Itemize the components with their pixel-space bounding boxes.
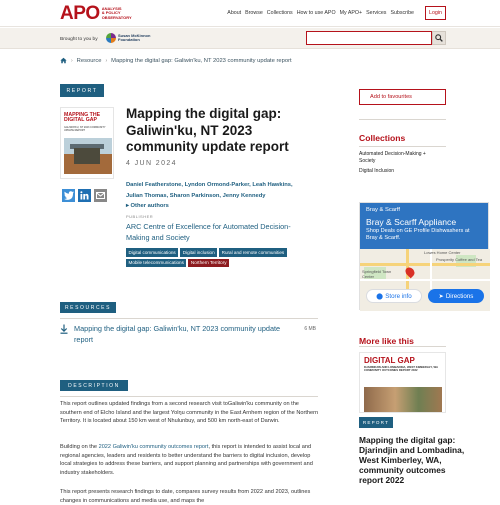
resources-heading: RESOURCES: [60, 302, 116, 313]
resource-file-link[interactable]: Mapping the digital gap: Galiwin'ku, NT 2023 community update report: [74, 324, 281, 344]
nav-how-to-use[interactable]: How to use APO: [296, 10, 336, 16]
nav-subscribe[interactable]: Subscribe: [390, 10, 414, 16]
collection-link[interactable]: Automated Decision-Making + Society: [359, 151, 426, 164]
nav-my-apo[interactable]: My APO+: [339, 10, 363, 16]
tag-list: [126, 248, 306, 267]
tag[interactable]: Mobile telecommunications: [126, 259, 186, 268]
other-authors-toggle[interactable]: [126, 203, 169, 209]
map-label: Springfield Town Center: [362, 269, 392, 279]
description-text: Building on the: [60, 444, 99, 450]
logo-tagline-line: ANALYSIS: [101, 5, 122, 11]
divider: [60, 318, 318, 319]
divider: [359, 119, 446, 120]
divider: [60, 396, 318, 397]
breadcrumb-resource[interactable]: Resource: [76, 57, 102, 64]
collection-link[interactable]: Digital Inclusion: [359, 168, 395, 174]
logo-tagline: [102, 7, 138, 21]
directions-icon: ➤: [438, 292, 444, 300]
page-title: Mapping the digital gap: Galiwin'ku, NT 2023 community update report: [126, 106, 289, 154]
ad-body: Shop Deals on GE Profile Dishwashers at Bray & Scarff.: [366, 228, 470, 241]
ad-brand: Bray & Scarff: [366, 207, 401, 213]
file-size: 6 MB: [304, 326, 316, 332]
caret-right-icon: ▸: [126, 203, 129, 209]
nav-services[interactable]: Services: [366, 10, 387, 16]
collections-heading: Collections: [359, 133, 406, 143]
related-report-cover[interactable]: [359, 352, 446, 413]
search-input[interactable]: [306, 31, 432, 45]
nav-browse[interactable]: Browse: [245, 10, 263, 16]
chevron-right-icon: ›: [105, 57, 108, 64]
tag[interactable]: Rural and remote communities: [219, 248, 287, 257]
ad-headline: Bray & Scarff Appliance: [366, 217, 457, 227]
sponsor-name-line: Foundation: [118, 37, 140, 42]
tag[interactable]: Digital communications: [126, 248, 178, 257]
description-paragraph: This report outlines updated findings from a second research visit toGaliwin'ku community on the southern end of Elcho Island and the largest Yolŋu community in the East Arnhem region of the Northern Territory. It is located about 150 km west of Nhulunbuy, and 500 km north-east of Darwin.: [60, 401, 319, 425]
tag-jurisdiction[interactable]: Northern Territory: [188, 259, 229, 268]
location-pin-icon: ⬤: [376, 292, 384, 300]
brought-to-you-label: Brought to you by: [60, 37, 98, 42]
resource-type-badge: REPORT: [60, 84, 104, 97]
other-authors-label: Other authors: [130, 203, 169, 209]
author-list[interactable]: Daniel Featherstone, Lyndon Ormond-Parker, Leah Hawkins, Julian Thomas, Sharon Parkinson, Jenny Kennedy: [126, 182, 293, 199]
report-cover-thumbnail[interactable]: [60, 107, 114, 179]
cover-photo: [64, 138, 112, 174]
description-paragraph: This report presents research findings to date, compares survey results from 2022 and 2023, outlines changes in communications and media use, and maps the: [60, 489, 311, 504]
sponsor-logo[interactable]: [106, 33, 150, 43]
related-report-link[interactable]: 2022 Galiwin'ku community outcomes report: [98, 444, 209, 450]
directions-label: Directions: [445, 292, 474, 300]
store-info-button[interactable]: [366, 289, 422, 303]
sponsor-logo-icon: [106, 33, 116, 43]
home-icon[interactable]: [60, 57, 67, 64]
breadcrumb: [60, 57, 292, 64]
description-text: , this report is intended to assist local and regional agencies, leaders and residents to better understand the barriers to digital inclusion, develop local strategies to address these barriers, and support planning and partnerships with government and industry stakeholders.: [60, 444, 313, 476]
search-icon: [435, 34, 443, 42]
download-icon[interactable]: [60, 324, 68, 334]
chevron-right-icon: ›: [71, 57, 73, 64]
related-cover-subtitle: DJARINDJIN AND LOMBADINA, WEST KIMBERLEY, WA COMMUNITY OUTCOMES REPORT 2022: [364, 365, 438, 373]
related-report-title[interactable]: Mapping the digital gap: Djarindjin and Lombadina, West Kimberley, WA, community outcomes report 2022: [359, 435, 465, 485]
more-like-this-heading: More like this: [359, 336, 414, 346]
divider: [359, 146, 446, 147]
nav-about[interactable]: About: [227, 10, 242, 16]
sponsor-search-bar: [0, 28, 500, 49]
map-road: [360, 279, 490, 281]
add-to-favourites-button[interactable]: Add to favourites: [359, 89, 446, 105]
advertisement[interactable]: [359, 202, 489, 310]
map-road: [430, 249, 432, 289]
email-icon[interactable]: [94, 189, 107, 202]
site-header: [0, 0, 500, 27]
linkedin-icon[interactable]: [78, 189, 91, 202]
map-label: Lowes Home Center: [424, 250, 461, 255]
logo-tagline-line: OBSERVATORY: [101, 14, 132, 20]
sponsor-name: [118, 34, 150, 43]
cover-photo-building: [74, 148, 100, 164]
main-nav: [227, 10, 414, 16]
divider: [359, 346, 446, 347]
related-cover-photo: [364, 387, 442, 412]
description-paragraph: [60, 443, 322, 477]
share-buttons: [62, 189, 107, 202]
cover-subtitle: GALIWIN'KU, NT 2023 COMMUNITY UPDATE REPORT: [64, 125, 106, 132]
publication-date: 4 JUN 2024: [126, 160, 177, 167]
twitter-icon[interactable]: [62, 189, 75, 202]
logo-tagline-line: & POLICY: [101, 10, 121, 16]
publisher-label: PUBLISHER: [126, 214, 154, 219]
map-road: [360, 263, 490, 266]
description-heading: DESCRIPTION: [60, 380, 128, 391]
nav-collections[interactable]: Collections: [266, 10, 293, 16]
publisher-link[interactable]: ARC Centre of Excellence for Automated Decision-Making and Society: [126, 222, 291, 242]
apo-logo[interactable]: [60, 4, 138, 23]
breadcrumb-current: Mapping the digital gap: Galiwin'ku, NT 2023 community update report: [111, 57, 292, 64]
ad-banner: [360, 203, 488, 249]
related-type-badge: REPORT: [359, 417, 393, 428]
sponsor-name-line: Susan McKinnon: [118, 32, 151, 38]
login-button[interactable]: Login: [425, 6, 446, 20]
search-button[interactable]: [432, 31, 446, 45]
directions-button[interactable]: [428, 289, 484, 303]
map-label: Prosperity Coffee and Tea: [436, 257, 483, 262]
store-info-label: Store info: [385, 292, 412, 300]
related-cover-title: DIGITAL GAP: [364, 356, 415, 365]
tag[interactable]: Digital inclusion: [180, 248, 217, 257]
logo-wordmark: APO: [60, 3, 100, 24]
cover-title: MAPPING THE DIGITAL GAP: [64, 112, 101, 124]
